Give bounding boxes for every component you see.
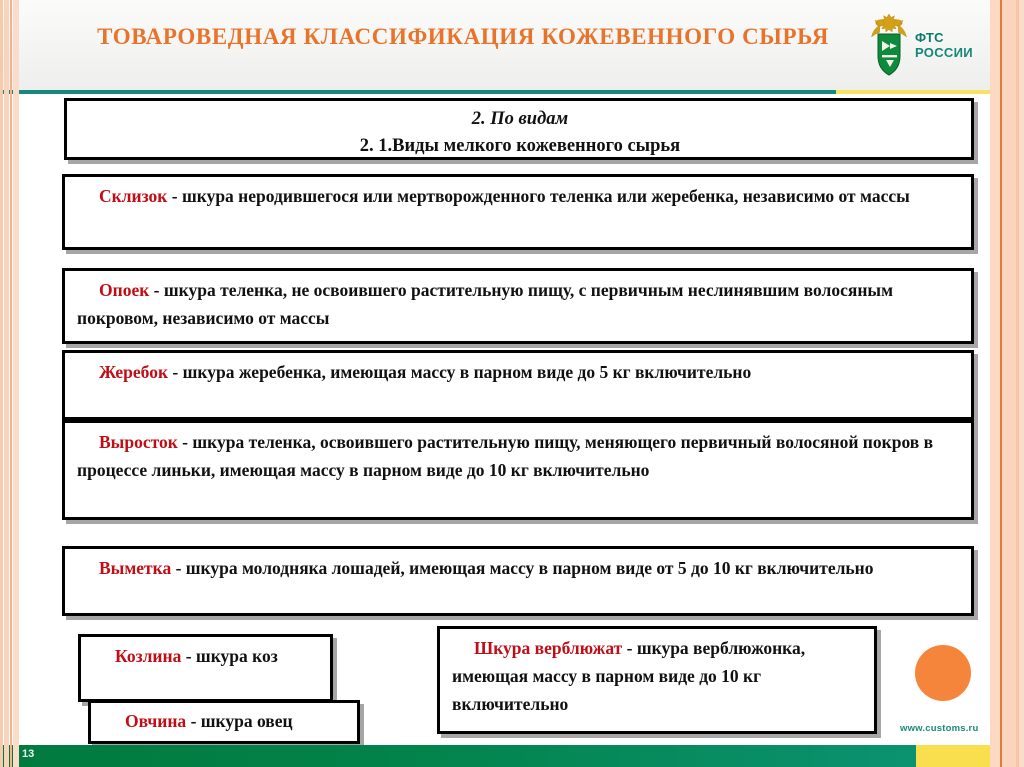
definition-box-zherebok [62, 350, 974, 420]
definition-term: Шкура верблюжат [474, 638, 623, 658]
header-rule-teal [0, 90, 836, 94]
definition-text: шкура теленка, освоившего растительную пищу, меняющего первичный волосяной покров в процессе линьки, имеющая массу в парном виде до 10 кг включительно [77, 432, 934, 480]
definition-text: шкура коз [195, 646, 278, 666]
definition-box-vyrostok [62, 420, 974, 520]
definition-box-shkura-verblyuzhat [437, 626, 877, 734]
page-number: 13 [22, 748, 35, 760]
definition-term: Жеребок [99, 362, 169, 382]
definition-box-ovchina [88, 700, 360, 744]
definition-dash: - [171, 558, 186, 578]
slide-header [0, 0, 1010, 90]
logo-line-1: ФТС [915, 30, 944, 45]
logo-line-2: РОССИИ [915, 45, 973, 60]
definition-term: Овчина [125, 711, 187, 731]
site-watermark: www.customs.ru [900, 723, 979, 734]
footer-bar-green [0, 745, 916, 767]
definition-term: Выметка [99, 558, 172, 578]
definition-term: Выросток [99, 432, 178, 452]
definition-dash: - [149, 280, 164, 300]
customs-logo-text [915, 30, 973, 60]
header-rule-yellow [836, 90, 1010, 94]
customs-logo [868, 8, 972, 82]
definition-dash: - [168, 362, 183, 382]
definition-box-sklizok [62, 174, 974, 250]
definition-dash: - [181, 646, 196, 666]
definition-dash: - [622, 638, 637, 658]
section-heading-box [64, 98, 974, 160]
definition-term: Склизок [99, 186, 168, 206]
definition-text: шкура молодняка лошадей, имеющая массу в парном виде от 5 до 10 кг включительно [185, 558, 874, 578]
definition-text: шкура жеребенка, имеющая массу в парном виде до 5 кг включительно [182, 362, 752, 382]
footer-bar-yellow [916, 745, 994, 767]
definition-text: шкура верблюжонка, имеющая массу в парном виде до 10 кг включительно [452, 638, 806, 714]
definition-term: Опоек [99, 280, 150, 300]
section-heading-line-2: 2. 1.Виды мелкого кожевенного сырья [359, 136, 681, 156]
left-edge-stripes [0, 0, 22, 767]
definition-box-vymetka [62, 546, 974, 616]
definition-box-opoek [62, 268, 974, 344]
decorative-orange-circle [915, 645, 971, 701]
definition-text: шкура овец [200, 711, 293, 731]
definition-dash: - [167, 186, 182, 206]
right-edge-stripes [984, 0, 1024, 767]
section-heading-line-1: 2. По видам [471, 109, 569, 129]
definition-dash: - [186, 711, 201, 731]
russian-customs-emblem-icon [868, 10, 910, 80]
definition-dash: - [177, 432, 193, 452]
page-title: ТОВАРОВЕДНАЯ КЛАССИФИКАЦИЯ КОЖЕВЕННОГО СЫРЬЯ [97, 24, 829, 49]
definition-text: шкура теленка, не освоившего растительную пищу, с первичным неслинявшим волосяным покровом, независимо от массы [77, 280, 893, 328]
definition-box-kozlina [78, 634, 333, 702]
definition-term: Козлина [115, 646, 182, 666]
definition-text: шкура неродившегося или мертворожденного теленка или жеребенка, независимо от массы [181, 186, 910, 206]
